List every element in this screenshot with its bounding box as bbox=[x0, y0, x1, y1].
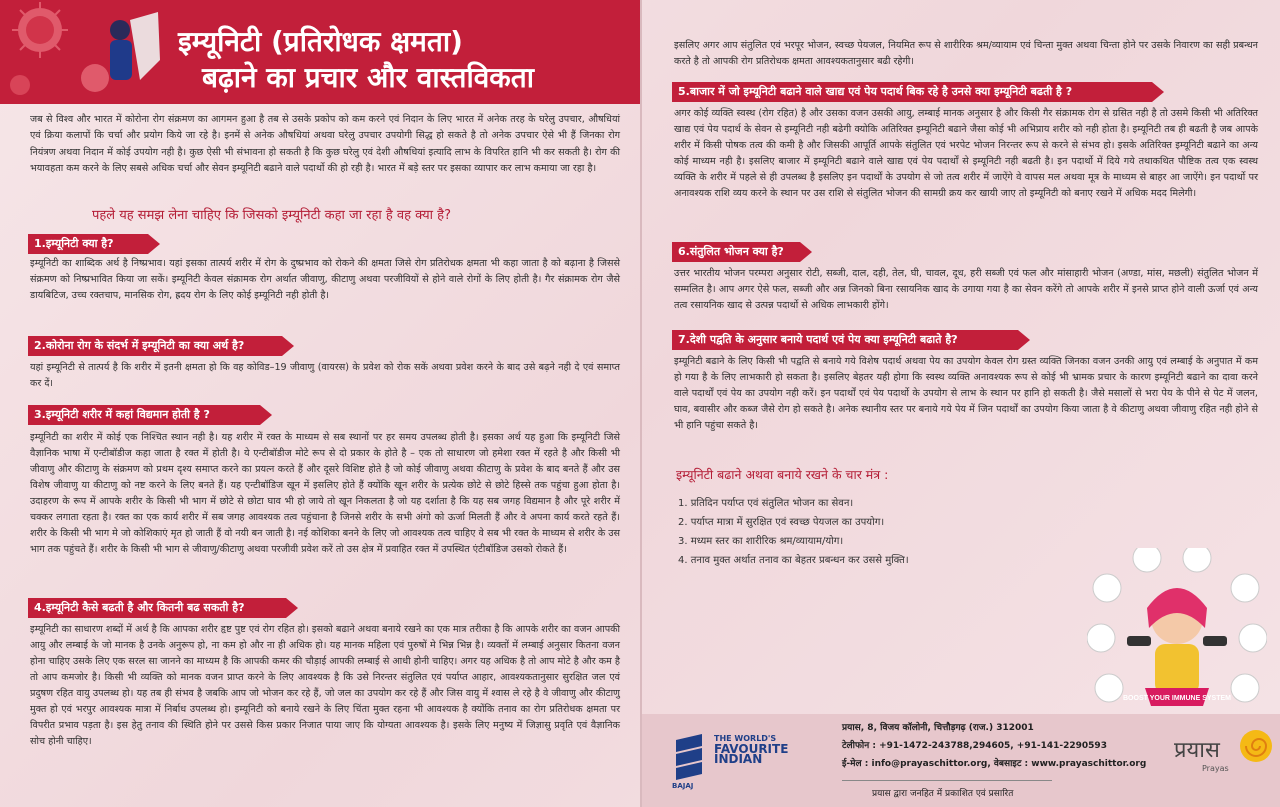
footer-phone: टेलीफोन : +91-1472-243788,294605, +91-141-2290593 bbox=[842, 741, 1107, 751]
bajaj-label: BAJAJ bbox=[672, 782, 694, 790]
section-2-heading: 2.कोरोना रोग के संदर्भ में इम्यूनिटी का क्या अर्थ है? bbox=[28, 336, 282, 356]
right-column bbox=[642, 0, 1280, 807]
illustration-caption: BOOST YOUR IMMUNE SYSTEM bbox=[1123, 695, 1231, 702]
section-5-heading: 5.बाजार में जो इम्यूनिटी बढाने वाले खाद्य एवं पेय पदार्थ बिक रहे है उनसे क्या इम्यूनिटी बढती है ? bbox=[672, 82, 1152, 102]
section-1-heading: 1.इम्यूनिटी क्या है? bbox=[28, 234, 148, 254]
mantra-item: 1. प्रतिदिन पर्याप्त एवं संतुलित भोजन का सेवन। bbox=[678, 498, 854, 509]
section-7-body: इम्यूनिटी बढाने के लिए किसी भी पद्वति से बनाये गये विशेष पदार्थ अथवा पेय का उपयोग केवल रोग ग्रस्त व्यक्ति जिनका वजन उनकी आयु एवं लम्बाई के अनुपात में कम हो गया है के लिए लाभकारी हो सकता है। इसलिए बेहतर यही होगा कि स्वस्थ व्यक्ति अनावश्यक रूप से कोई भी भ्रामक प्रचार के कारण इम्यूनिटी बढाने का दावा करने वाले पदार्थों एवं पेय का उपयोग नही करें। इन पदार्थों एवं पेय पदार्थो के उपयोग से लाभ के स्थान पर हानि हो सकती है। जैसे मसालों से भरा पेय के पीने से पेट में जलन, घाव, बवासीर और कब्ज जैसे रोग हो सकते है। अनेक स्थानीय स्तर पर बनाये गये पेय में जिन पदार्थों का उपयोग किया जाता है वे कीटाणु अथवा जीवाणु रहित नही होने से भी हानि पहुंचा सकते है। bbox=[674, 356, 1258, 431]
worlds-favourite-label bbox=[714, 734, 788, 764]
mantra-item: 4. तनाव मुक्त अर्थात तनाव का बेहतर प्रबन्धन कर उससे मुक्ति। bbox=[678, 555, 909, 566]
footer-email: ई-मेल : info@prayaschittor.org, वेबसाइट : www.prayaschittor.org bbox=[842, 759, 1147, 769]
footer-separator bbox=[842, 780, 1052, 781]
footer-address: प्रयास, 8, विजय कॉलोनी, चित्तौड़गढ़ (राज.) 312001 bbox=[842, 723, 1034, 733]
worlds-line2: FAVOURITE bbox=[714, 742, 789, 756]
mantra-list bbox=[678, 494, 909, 570]
footer-tagline: प्रयास द्वारा जनहित में प्रकाशित एवं प्रसारित bbox=[872, 789, 1014, 799]
intro-paragraph: जब से विश्व और भारत में कोरोना रोग संक्रमण का आगमन हुआ है तब से उसके प्रकोप को कम करने एवं निदान के लिए भारत में अनेक तरह के घरेलु उपचार, औषधियां एवं क्रिया कलापों कि चर्चा और प्रयोग किये जा रहे है। इनमें से अनेक औषधियां अथवा घरेलु उपचार उपयोगी सिद्ध हो सकते है तो अनेक उपचार ऐसे भी हैं जिनका रोग नियंत्रण अथवा निदान में कोई उपयोग नही है। कुछ ऐसी भी संभावना हो सकती है कि कुछ घरेलु एवं देशी औषधियां इत्यादि लाभ के विपरित हानि भी कर सकती है। रोग की भयावहता कम करने के लिए सबसे अधिक चर्चा और सेवन इम्यूनिटी बढाने वाले पदार्थो की हो रही है। भारत में बड़े स्तर पर इसका व्यापार कर लाभ कमाया जा रहा है। bbox=[30, 114, 620, 175]
worlds-line1: THE WORLD'S bbox=[714, 734, 777, 743]
section-1-body: इम्यूनिटी का शाब्दिक अर्थ है निष्प्रभाव। यहां इसका तात्पर्य शरीर में रोग के दुष्प्रभाव को रोकने की क्षमता जिसे रोग प्रतिरोधक क्षमता भी कहा जाता है को बढ़ाना है जिससे संक्रमण को निष्प्रभावित किया जा सकें। इम्यूनिटी केवल संक्रामक रोग अर्थात जीवाणु, कीटाणु अथवा परजीवियों से होने वाले रोगों के लिए होती है। गैर संक्रामक रोग जैसे डायबिटिज, उच्च रक्तचाप, मानसिक रोग, ह्रदय रोग के लिए कोई इम्यूनिटी नही होती है। bbox=[30, 258, 620, 301]
section-6-body: उत्तर भारतीय भोजन परम्परा अनुसार रोटी, सब्जी, दाल, दही, तेल, घी, चावल, दूध, हरी सब्जी एवं फल और मांसाहारी भोजन (अण्डा, मांस, मछली) संतुलित भोजन में सम्मलित है। आप अगर ऐसे फल, सब्जी और अन्न जिनको बिना रसायनिक खाद के उगाया गया है का सेवन करेंगे तो आपके शरीर में इनसे प्राप्त होने वाली ऊर्जा एवं अन्य तत्व रसायनिक खाद से उत्पन्न पदार्थो से अधिक लाभकारी होंगे। bbox=[674, 268, 1258, 311]
hero-title-line1: इम्यूनिटी (प्रतिरोधक क्षमता) bbox=[178, 25, 463, 58]
section-3-heading: 3.इम्यूनिटी शरीर में कहां विद्यमान होती है ? bbox=[28, 405, 260, 425]
section-3-body: इम्यूनिटी का शरीर में कोई एक निश्चित स्थान नही है। यह शरीर में रक्त के माध्यम से सब स्थानों पर हर समय उपलब्ध होती है। इसका अर्थ यह हुआ कि इम्यूनिटी जिसे वैज्ञानिक भाषा में एन्टीबॉडीज कहा जाता है रक्त में होती है। ये एन्टीबॉडीज मोटे रूप से दो प्रकार के होते है – एक तो साधारण जो हमेशा रक्त में रहते है और किसी भी जीवाणु और कीटाणु के संक्रमण को प्रथम दृश्य समाप्त करने का प्रयत्न करते हैं और दूसरे विशिष्ट होते है जो कोई जीवाणु अथवा कीटाणु के प्रवेश के बाद बनते हैं और उस विशेष जीवाणु या कीटाणु को नष्ट करने के लिए बनते हैं। यह एन्टीबॉडिज खून में इसलिए होते हैं क्योंकि खून शरीर के प्रत्येक छोटे से छोटे हिस्से तक पहुंचा हुआ होता है। उदाहरण के रूप में आपके शरीर के किसी भी भाग में छोटे से छोटा घाव भी हो जाये तो खून निकलता है जो यह दर्शाता है कि यह सब जगह विद्यमान है और पूरे शरीर में चक्कर लगाता रहता है। रक्त का एक कार्य शरीर में सब जगह आवश्यक तत्व पहुंचाना है जिनसे शरीर के सभी अंगो को ऊर्जा मिलती हैं और वे अपना कार्य करते रहते हैं। शरीर के किसी भी भाग मे जो कोशिकाएं मृत हो जाती हैं वो नयी बन जाती है। नई कोशिका बनने के लिए जो आवश्यक तत्व चाहिए वे सब भी रक्त के माध्यम से शरीर के उस भाग तक पहुंचते हैं। शरीर के किसी भी भाग से जीवाणु/कीटाणु अथवा परजीवी प्रवेश करें तो उस क्षेत्र में प्रवाहित रक्त में उपस्थित एंटीबॉडिज उसको रोकते हैं। bbox=[30, 432, 620, 555]
section-2-body: यहां इम्यूनिटी से तात्पर्य है कि शरीर में इतनी क्षमता हो कि वह कोविड–19 जीवाणु (वायरस) के प्रवेश को रोक सकें अथवा प्रवेश करने के बाद उसे बढ़ने नही दे एवं समाप्त कर दें। bbox=[30, 362, 620, 389]
prayas-logo-sub: Prayas bbox=[1202, 764, 1229, 773]
footer bbox=[642, 714, 1280, 807]
section-6-heading: 6.संतुलित भोजन क्या है? bbox=[672, 242, 800, 262]
prayas-spiral-icon bbox=[1238, 728, 1274, 764]
section-5-body: अगर कोई व्यक्ति स्वस्थ (रोग रहित) है और उसका वजन उसकी आयु, लम्बाई मानक अनुसार है और किसी गैर संक्रामक रोग से ग्रसित नही है तो उसमे किसी भी अतिरिक्त खाद्य एवं पेय पदार्थ के सेवन से इम्यूनिटी नही बढेगी क्योकि अतिरिक्त इम्यूनिटी बढाने जैसा कोई भी अभिप्राय शरीर को नही होता है। इम्यूनिटी तब ही बढती है जब आपके शरीर में किसी पोषक तत्व की कमी है और जिसकी आपूर्ति आपके संतुलित एवं भरपेट भोजन निरन्तर रूप से करने से संभव हो। इसके अतिरिक्त इम्यूनिटी बढाने का अन्य कोई माध्यम नही है। इसलिए बाजार में इम्यूनिटी बढाने वाले खाद्य एवं पेय पदार्थों से इम्यूनिटी नही बढती है। इन पदार्थो में दिये गये तथाकथित पौष्टिक तत्व एक स्वस्थ व्यक्ति के शरीर में पहले से ही उपलब्ध है इसलिए इन पदार्थों के उपयोग से जो तत्व शरीर में जाऐंगे वे वापस मल अथवा मूत्र के माध्यम से बाहर आ जाऐंगे। इन पदार्थो पर अनावश्यक राशि व्यय करने के स्थान पर उस राशि से संतुलित भोजन की सामग्री क्रय कर खायी जाए तो इम्यूनिटी को बनाए रखने में अधिक मदद मिलेगी। bbox=[674, 108, 1258, 199]
subtitle: पहले यह समझ लेना चाहिए कि जिसको इम्यूनिटी कहा जा रहा है वह क्या है? bbox=[92, 208, 451, 223]
prayas-logo-text: प्रयास bbox=[1174, 738, 1220, 763]
worlds-line3: INDIAN bbox=[714, 752, 763, 766]
right-top-paragraph: इसलिए अगर आप संतुलित एवं भरपूर भोजन, स्वच्छ पेयजल, नियमित रूप से शारीरिक श्रम/व्यायाम एवं चिन्ता मुक्त अथवा चिन्ता होने पर उसके निवारण का सही प्रबन्धन करते है तो आपकी रोग प्रतिरोधक क्षमता आवश्यकतानुसार बढी रहेगी। bbox=[674, 40, 1258, 67]
mantra-item: 3. मध्यम स्तर का शारीरिक श्रम/व्यायाम/योग। bbox=[678, 536, 844, 547]
virus-illustration bbox=[0, 0, 170, 104]
hero-banner bbox=[0, 0, 640, 104]
mantra-item: 2. पर्याप्त मात्रा में सुरक्षित एवं स्वच्छ पेयजल का उपयोग। bbox=[678, 517, 885, 528]
section-4-heading: 4.इम्यूनिटी कैसे बढती है और कितनी बढ सकती है? bbox=[28, 598, 286, 618]
mantra-title: इम्यूनिटी बढाने अथवा बनाये रखने के चार मंत्र : bbox=[676, 467, 889, 482]
immune-boost-illustration bbox=[1087, 548, 1267, 728]
section-4-body: इम्यूनिटी का साधारण शब्दों में अर्थ है कि आपका शरीर हृष्ट पुष्ट एवं रोग रहित हो। इसको बढाने अथवा बनाये रखने का एक मात्र तरीका है कि आपके शरीर का वजन आपकी आयु और लम्बाई के जो मानक है उनके अनुरूप हो, ना कम हो और ना ही अधिक हो। यह मानक महिला एवं पुरुषों मे भिन्न भिन्न है। व्यक्तों में लम्बाई अनुसार कितना वजन होना चाहिए उसके लिए एक सरल सा जानने का माध्यम है कि आपकी कमर की चौड़ाई आपकी लम्बाई से आधी होनी चाहिए। अगर यह अधिक है तो आप मोटे है और कम है तो आप कमजोर है। किसी भी व्यक्ति को मानक वजन प्राप्त करने के लिए आवश्यक है कि उसे निरन्तर संतुलित एवं पर्याप्त आहार, आवश्यकतानुसार सुरक्षित जल एवं प्रदुषण रहित वायु उपलब्ध हो। यह तब ही संभव है जबकि आप जो भोजन कर रहे हैं, जो जल का उपयोग कर रहे हैं और जिस वायु में श्वास ले रहे है वे जीवाणु और कीटाणु मुक्त हो एवं भरपुर आवश्यक मात्रा में निर्बाध उपलब्ध हो। इम्यूनिटी को बनाये रखने के लिए चिंता मुक्त रहना भी आवश्यक है क्योंकि तनाव का रोग प्रतिरोधक क्षमता पर विपरीत प्रभाव पड़ता है। इस हेतु तनाव की स्थिति होने पर उससे किस प्रकार निजात पाया जाए कि योग्यता आवश्यक है। इसके लिए मनुष्य में जिज्ञासु प्रवृति एवं वैज्ञानिक सोच होनी चाहिए। bbox=[30, 624, 620, 747]
hero-title-line2: बढ़ाने का प्रचार और वास्तविकता bbox=[202, 61, 535, 94]
section-7-heading: 7.देशी पद्वति के अनुसार बनाये पदार्थ एवं पेय क्या इम्यूनिटी बढाते है? bbox=[672, 330, 1018, 350]
